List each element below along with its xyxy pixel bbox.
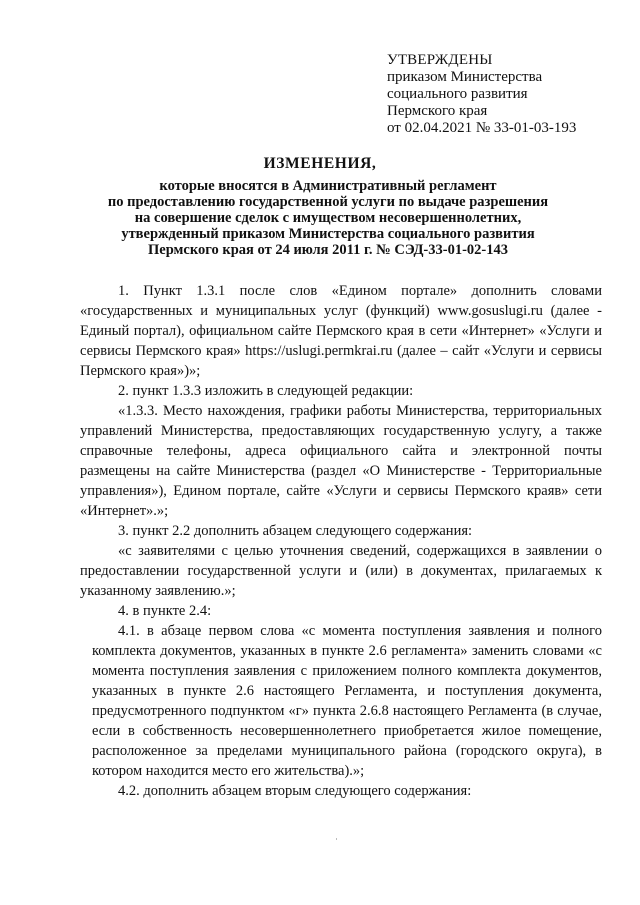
paragraph-item-4-2: 4.2. дополнить абзацем вторым следующего содержания: <box>118 783 472 799</box>
paragraph-item-4-1: 4.1. в абзаце первом слова «с момента поступления заявления и полного комплекта документов, указанных в пункте 2.6 регламента» заменить словами «с момента поступления заявления с приложением полного комплекта документов, указанных в пункте 2.6 настоящего Регламента, и поступления документа, предусмотренного подпунктом «г» пункта 2.6.8 настоящего Регламента (в случае, если в собственность несовершеннолетнего приобретается жилое помещение, расположенное за пределами муниципального района (городского округа), в котором находится место его жительства).»; <box>92 623 602 779</box>
subtitle-line: по предоставлению государственной услуги по выдаче разрешения <box>107 194 549 210</box>
approval-line: социального развития <box>387 86 528 102</box>
approval-heading: УТВЕРЖДЕНЫ <box>387 52 493 68</box>
subtitle-line: которые вносятся в Административный регламент <box>159 178 497 194</box>
paragraph-item-4: 4. в пункте 2.4: <box>118 603 212 619</box>
scan-dot <box>336 838 337 840</box>
document-body <box>80 281 602 801</box>
subtitle-line: на совершение сделок с имуществом несовершеннолетних, <box>134 210 522 226</box>
subtitle-line: утвержденный приказом Министерства социального развития <box>121 226 535 242</box>
paragraph-item-1: 1. Пункт 1.3.1 после слов «Едином портале» дополнить словами «государственных и муниципальных услуг (функций) www.gosuslugi.ru (далее - Единый портал), официальном сайте Пермского края в сети «Интернет» «Услуги и сервисы Пермского края» https://uslugi.permkrai.ru (далее – сайт «Услуги и сервисы Пермского края»)»; <box>80 283 602 379</box>
paragraph-quote-1-3-3: «1.3.3. Место нахождения, графики работы Министерства, территориальных управлений Министерства, предоставляющих государственную услугу, а также справочные телефоны, адреса официального сайта и электронной почты размещены на сайте Министерства (раздел «О Министерстве - Территориальные управления»), Едином портале, сайте «Услуги и сервисы Пермского краяв» сети «Интернет».»; <box>80 403 602 519</box>
document-subtitle <box>96 178 560 258</box>
approval-stamp <box>387 52 576 137</box>
approval-line: Пермского края <box>387 103 488 119</box>
paragraph-quote-2-2: «с заявителями с целью уточнения сведений, содержащихся в заявлении о предоставлении государственной услуги и (или) в документах, прилагаемых к указанному заявлению.»; <box>80 543 602 599</box>
approval-date-number: от 02.04.2021 № 33-01-03-193 <box>387 120 577 136</box>
subtitle-line: Пермского края от 24 июля 2011 г. № СЭД-33-01-02-143 <box>148 242 508 258</box>
paragraph-item-2: 2. пункт 1.3.3 изложить в следующей редакции: <box>118 383 414 399</box>
document-title: ИЗМЕНЕНИЯ, <box>263 155 377 172</box>
paragraph-item-3: 3. пункт 2.2 дополнить абзацем следующего содержания: <box>118 523 473 539</box>
approval-line: приказом Министерства <box>387 69 543 85</box>
